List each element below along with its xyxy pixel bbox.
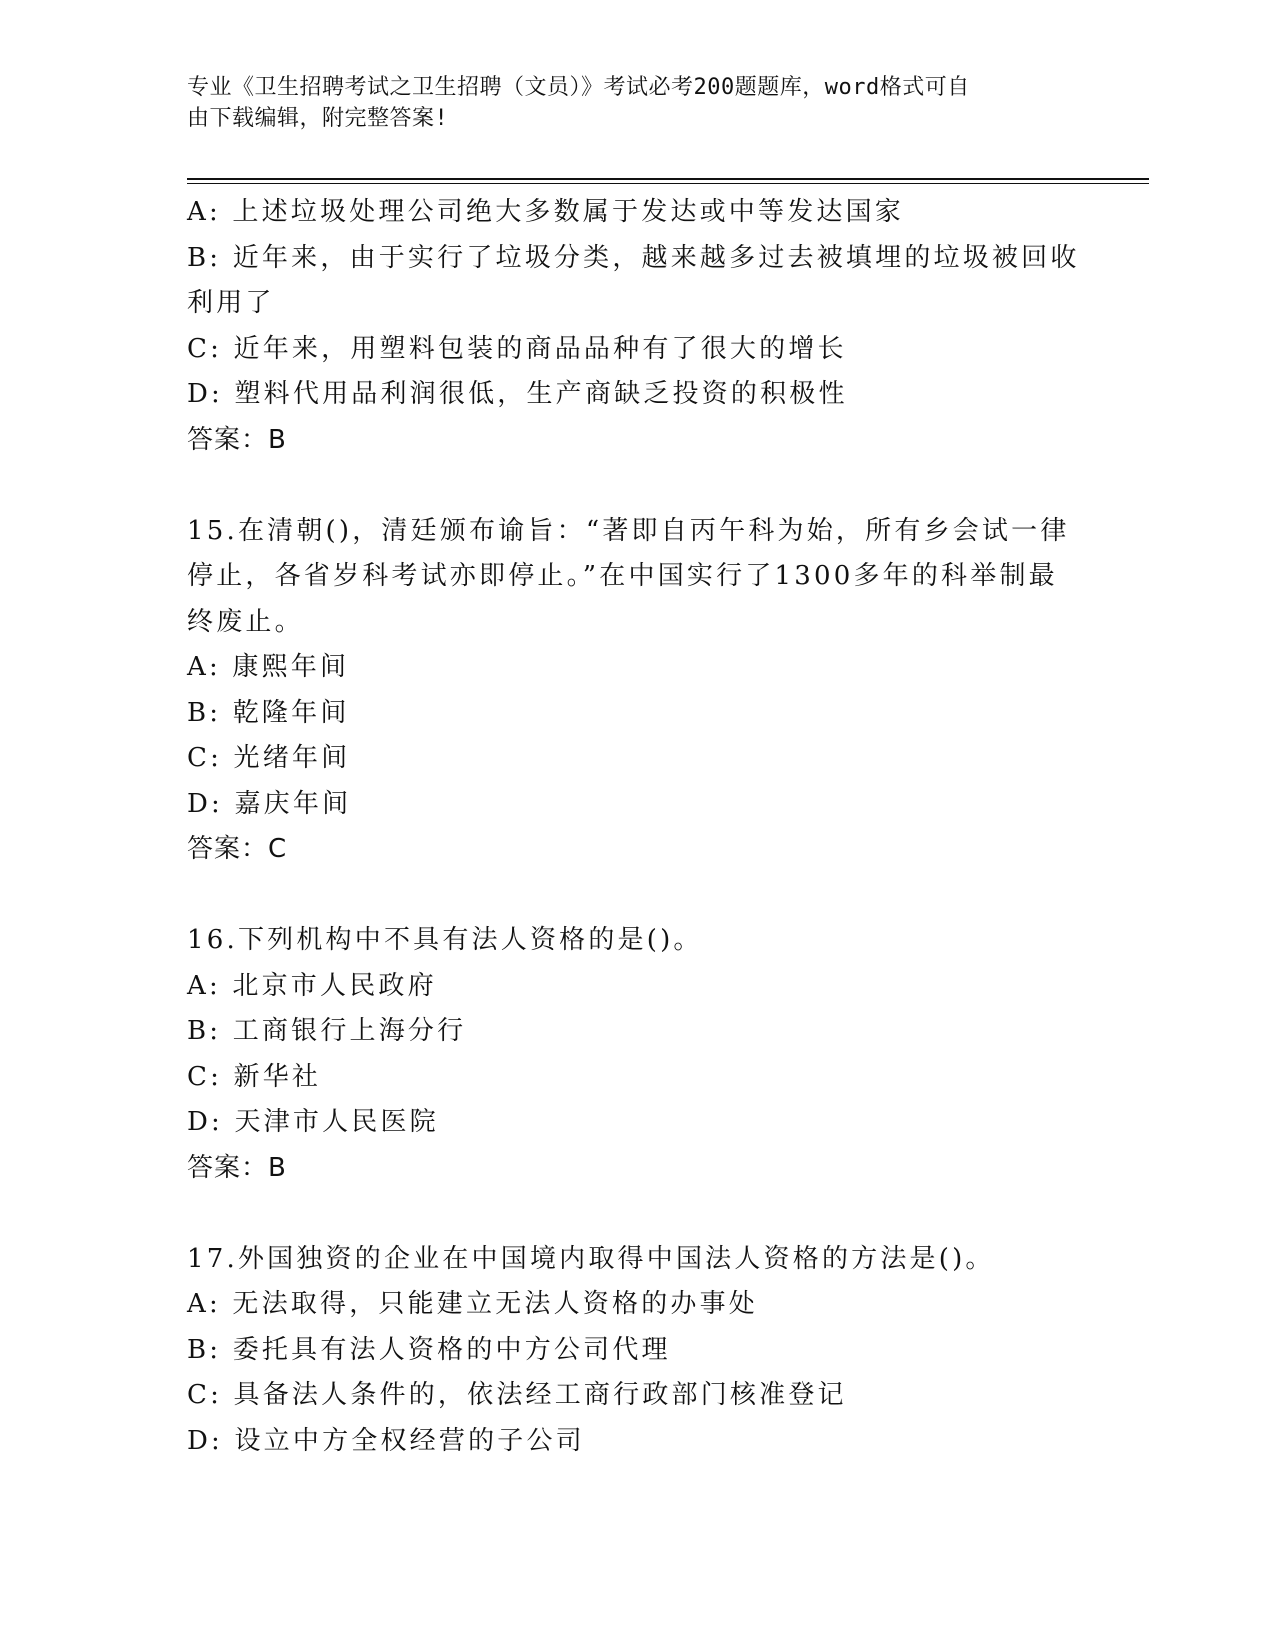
option-c: C: 近年来，用塑料包装的商品品种有了很大的增长: [187, 333, 847, 364]
option-b: B: 委托具有法人资格的中方公司代理: [187, 1334, 671, 1365]
question-15: [187, 509, 1087, 873]
document-header: [187, 72, 1087, 134]
question-text-continued: 停止，各省岁科考试亦即停止。”在中国实行了1300多年的科举制最: [187, 561, 1058, 591]
header-divider-thin: [187, 183, 1149, 184]
option-b: B: 近年来，由于实行了垃圾分类，越来越多过去被填埋的垃圾被回收: [187, 242, 1080, 273]
option-a: A: 康熙年间: [187, 652, 350, 682]
option-d: D: 设立中方全权经营的子公司: [187, 1425, 585, 1456]
option-b-continued: 利用了: [187, 288, 275, 318]
question-list: [187, 190, 1087, 1464]
option-d: D: 塑料代用品利润很低，生产商缺乏投资的积极性: [187, 379, 848, 409]
question-text: 17.外国独资的企业在中国境内取得中国法人资格的方法是()。: [187, 1243, 995, 1274]
option-a: A: 上述垃圾处理公司绝大多数属于发达或中等发达国家: [187, 197, 905, 227]
spacer: [187, 873, 1087, 919]
option-d: D: 嘉庆年间: [187, 788, 352, 819]
header-line-1: 专业《卫生招聘考试之卫生招聘（文员）》考试必考200题题库，word格式可自: [187, 75, 970, 100]
header-line-2: 由下载编辑，附完整答案!: [187, 106, 449, 131]
question-17: [187, 1237, 1087, 1465]
option-a: A: 无法取得，只能建立无法人资格的办事处: [187, 1289, 759, 1319]
answer: 答案：C: [187, 834, 288, 864]
spacer: [187, 1191, 1087, 1237]
option-b: B: 工商银行上海分行: [187, 1016, 467, 1046]
question-16: [187, 918, 1087, 1191]
question-14: [187, 190, 1087, 463]
question-text: 15.在清朝()，清廷颁布谕旨：“著即自丙午科为始，所有乡会试一律: [187, 515, 1070, 546]
spacer: [187, 463, 1087, 509]
question-text: 16.下列机构中不具有法人资格的是()。: [187, 925, 703, 955]
option-c: C: 具备法人条件的，依法经工商行政部门核准登记: [187, 1380, 847, 1410]
option-d: D: 天津市人民医院: [187, 1107, 439, 1137]
option-b: B: 乾隆年间: [187, 697, 350, 728]
option-a: A: 北京市人民政府: [187, 970, 437, 1001]
header-divider-thick: [187, 178, 1149, 180]
answer: 答案：B: [187, 424, 287, 455]
option-c: C: 光绪年间: [187, 743, 351, 773]
question-text-continued: 终废止。: [187, 606, 304, 637]
option-c: C: 新华社: [187, 1061, 322, 1092]
answer: 答案：B: [187, 1152, 287, 1183]
